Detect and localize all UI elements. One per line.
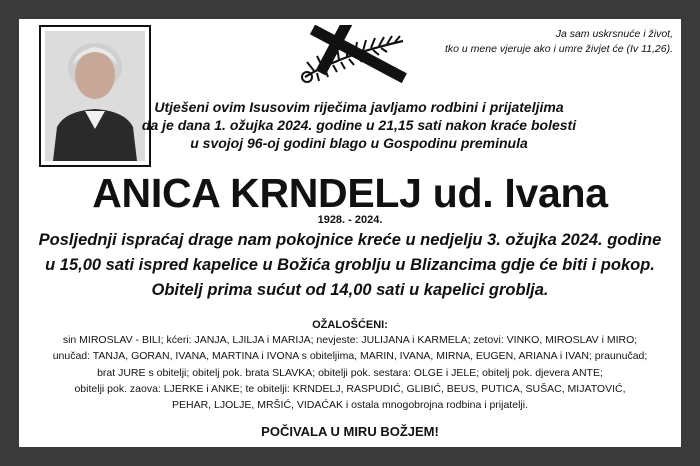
mourners-line: sin MIROSLAV - BILI; kćeri: JANJA, LJILJA i MARIJA; nevjeste: JULIJANA i KARMELA; zetovi: VINKO, MIROSLAV i MIRO; bbox=[62, 334, 638, 346]
obituary-notice bbox=[19, 19, 681, 447]
closing-phrase: POČIVALA U MIRU BOŽJEM! bbox=[261, 424, 439, 439]
portrait-photo bbox=[45, 31, 145, 161]
bible-quote bbox=[423, 27, 673, 57]
announcement-line: u svojoj 96-oj godini blago u Gospodinu preminula bbox=[190, 135, 528, 151]
portrait-silhouette-icon bbox=[45, 31, 145, 161]
quote-line: Ja sam uskrsnuće i život, bbox=[555, 28, 673, 40]
funeral-line: Obitelj prima sućut od 14,00 sati u kapelici groblja. bbox=[151, 281, 549, 299]
mourners-line: unučad: TANJA, GORAN, IVANA, MARTINA i IVONA s obiteljima, MARIN, IVANA, MIRNA, EUGEN, ARIANA i IVAN; praunučad; bbox=[52, 350, 648, 363]
mourners-line: PEHAR, LJOLJE, MRŠIĆ, VIDAĆAK i ostala mnogobrojna rodbina i prijatelji. bbox=[172, 399, 528, 412]
life-years: 1928. - 2024. bbox=[317, 214, 383, 226]
mourners-line: brat JURE s obitelji; obitelj pok. brata SLAVKA; obitelji pok. sestara: OLGE i JELE; obitelj pok. djevera ANTE; bbox=[97, 366, 603, 379]
mourners-heading: OŽALOŠĆENI: bbox=[312, 319, 388, 331]
funeral-line: Posljednji ispraćaj drage nam pokojnice kreće u nedjelju 3. ožujka 2024. godine bbox=[38, 231, 662, 249]
funeral-line: u 15,00 sati ispred kapelice u Božića groblju u Blizancima gdje će biti i pokop. bbox=[45, 256, 655, 274]
funeral-details bbox=[19, 228, 681, 303]
announcement-line: da je dana 1. ožujka 2024. godine u 21,15 sati nakon kraće bolesti bbox=[141, 117, 577, 133]
portrait-frame bbox=[39, 25, 151, 167]
mourners-line: obitelji pok. zaova: LJERKE i ANKE; te obitelji: KRNDELJ, RASPUDIĆ, GLIBIĆ, BEUS, PUTICA, SUŠAC, MIJATOVIĆ, bbox=[74, 382, 626, 395]
cross-with-palm-icon bbox=[291, 25, 417, 85]
announcement-line: Utješeni ovim Isusovim riječima javljamo rodbini i prijateljima bbox=[154, 99, 564, 115]
announcement-text bbox=[139, 98, 579, 152]
mourners-list bbox=[25, 332, 675, 413]
quote-line: tko u mene vjeruje ako i umre živjet će (Iv 11,26). bbox=[445, 43, 673, 55]
deceased-name: ANICA KRNDELJ ud. Ivana bbox=[92, 170, 608, 216]
